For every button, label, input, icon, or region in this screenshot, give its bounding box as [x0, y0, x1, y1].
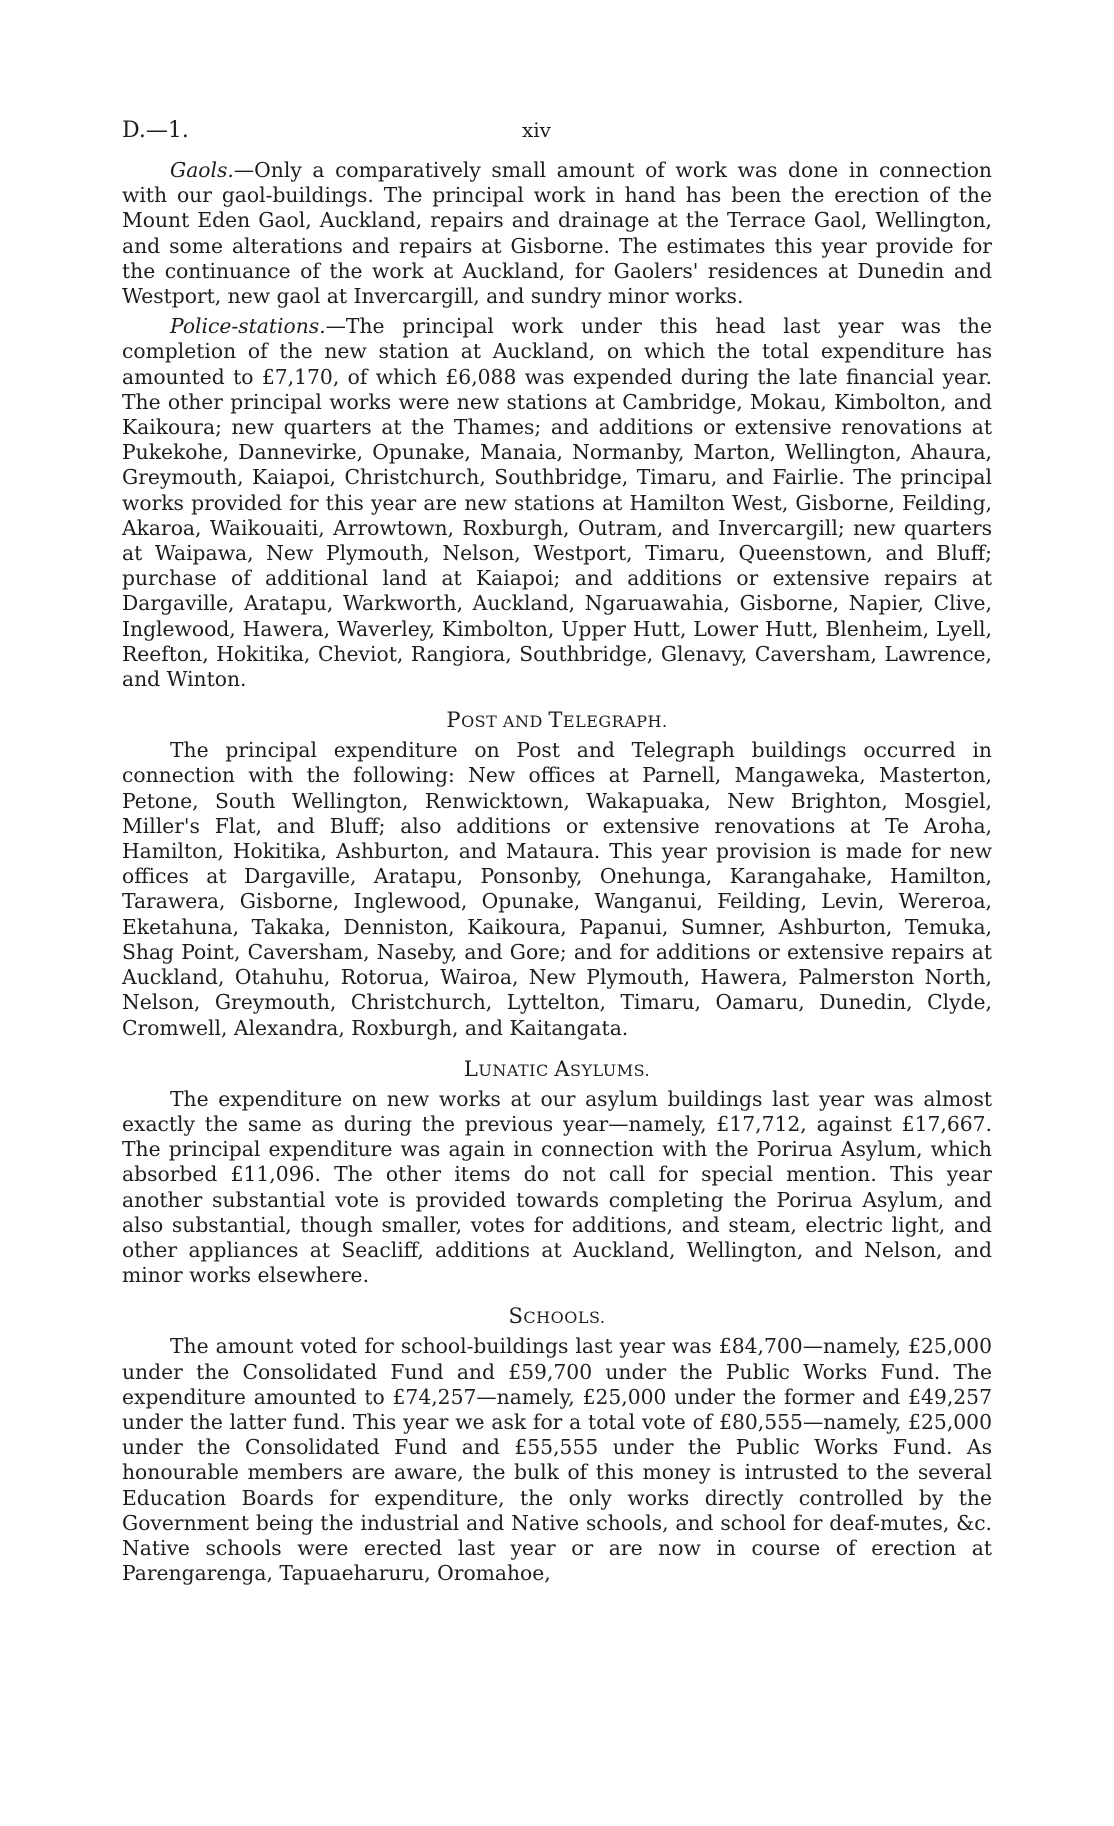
gaols-lead: Gaols.: [170, 158, 234, 182]
document-reference: D.—1.: [122, 118, 189, 143]
schools-paragraph: The amount voted for school-buildings last year was £84,700—namely, £25,000 under the Consolidated Fund and £59,700 under the Public Works Fund. The expenditure amounted to £74,257—namely, £25,000 under the former and £49,257 under the latter fund. This year we ask for a total vote of £80,555—namely, £25,000 under the Consolidated Fund and £55,555 under the Public Works Fund. As honourable members are aware, the bulk of this money is intrusted to the several Education Boards for expenditure, the only works directly controlled by the Government being the industrial and Native schools, and school for deaf-mutes, &c. Native schools were erected last year or are now in course of erection at Parengarenga, Tapuaeharuru, Oromahoe,: [122, 1334, 992, 1586]
heading-initial: A: [554, 1056, 570, 1081]
document-page: [122, 118, 992, 1586]
heading-initial: L: [463, 1056, 479, 1081]
running-header: [122, 118, 992, 158]
lunatic-asylums-paragraph: The expenditure on new works at our asylum buildings last year was almost exactly the same as during the previous year—namely, £17,712, against £17,667. The principal expenditure was again in connection with the Porirua Asylum, which absorbed £11,096. The other items do not call for special mention. This year another substantial vote is provided towards completing the Porirua Asylum, and also substantial, though smaller, votes for additions, and steam, electric light, and other appliances at Seacliff, additions at Auckland, Wellington, and Nelson, and minor works elsewhere.: [122, 1086, 992, 1288]
post-and-telegraph-paragraph: The principal expenditure on Post and Telegraph buildings occurred in connection with the following: New offices at Parnell, Mangaweka, Masterton, Petone, South Wellington, Renwicktown, Wakapuaka, New Brighton, Mosgiel, Miller's Flat, and Bluff; also additions or extensive renovations at Te Aroha, Hamilton, Hokitika, Ashburton, and Mataura. This year provision is made for new offices at Dargaville, Aratapu, Ponsonby, Onehunga, Karangahake, Hamilton, Tarawera, Gisborne, Inglewood, Opunake, Wanganui, Feilding, Levin, Wereroa, Eketahuna, Takaka, Denniston, Kaikoura, Papanui, Sumner, Ashburton, Temuka, Shag Point, Caversham, Naseby, and Gore; and for additions or extensive repairs at Auckland, Otahuhu, Rotorua, Wairoa, New Plymouth, Hawera, Palmerston North, Nelson, Greymouth, Christchurch, Lyttelton, Timaru, Oamaru, Dunedin, Clyde, Cromwell, Alexandra, Roxburgh, and Kaitangata.: [122, 738, 992, 1040]
police-stations-lead: Police-stations.: [170, 314, 326, 339]
page-number: xiv: [522, 118, 551, 142]
gaols-paragraph: [122, 158, 992, 309]
police-stations-paragraph: [122, 314, 992, 692]
heading-text: SYLUMS.: [569, 1060, 651, 1080]
heading-initial: T: [548, 708, 563, 733]
police-stations-text: —The principal work under this head last year was the completion of the new station at Auckland, on which the total expenditure has amounted to £7,170, of which £6,088 was expended during the late financial year. The other principal works were new stations at Cambridge, Mokau, Kimbolton, and Kaikoura; new quarters at the Thames; and additions or extensive renovations at Pukekohe, Dannevirke, Opunake, Manaia, Normanby, Marton, Wellington, Ahaura, Greymouth, Kaiapoi, Christchurch, Southbridge, Timaru, and Fairlie. The principal works provided for this year are new stations at Hamilton West, Gisborne, Feilding, Akaroa, Waikouaiti, Arrowtown, Roxburgh, Outram, and Invercargill; new quarters at Waipawa, New Plymouth, Nelson, Westport, Timaru, Queenstown, and Bluff; purchase of additional land at Kaiapoi; and additions or extensive repairs at Dargaville, Aratapu, Warkworth, Auckland, Ngaruawahia, Gisborne, Napier, Clive, Inglewood, Hawera, Waverley, Kimbolton, Upper Hutt, Lower Hutt, Blenheim, Lyell, Reefton, Hokitika, Cheviot, Rangiora, Southbridge, Glenavy, Caversham, Lawrence, and Winton.: [122, 314, 992, 692]
gaols-text: —Only a comparatively small amount of work was done in connection with our gaol-buildings. The principal work in hand has been the erection of the Mount Eden Gaol, Auckland, repairs and drainage at the Terrace Gaol, Wellington, and some alterations and repairs at Gisborne. The estimates this year provide for the continuance of the work at Auckland, for Gaolers' residences at Dunedin and Westport, new gaol at Invercargill, and sundry minor works.: [122, 158, 992, 309]
heading-text: CHOOLS.: [523, 1308, 606, 1328]
heading-text: UNATIC: [478, 1060, 555, 1080]
schools-heading: [122, 1304, 992, 1328]
heading-initial: S: [508, 1304, 524, 1329]
heading-initial: P: [446, 708, 462, 733]
post-and-telegraph-heading: [122, 708, 992, 732]
heading-text: OST AND: [461, 712, 549, 732]
heading-text: ELEGRAPH.: [562, 712, 668, 732]
lunatic-asylums-heading: [122, 1057, 992, 1081]
